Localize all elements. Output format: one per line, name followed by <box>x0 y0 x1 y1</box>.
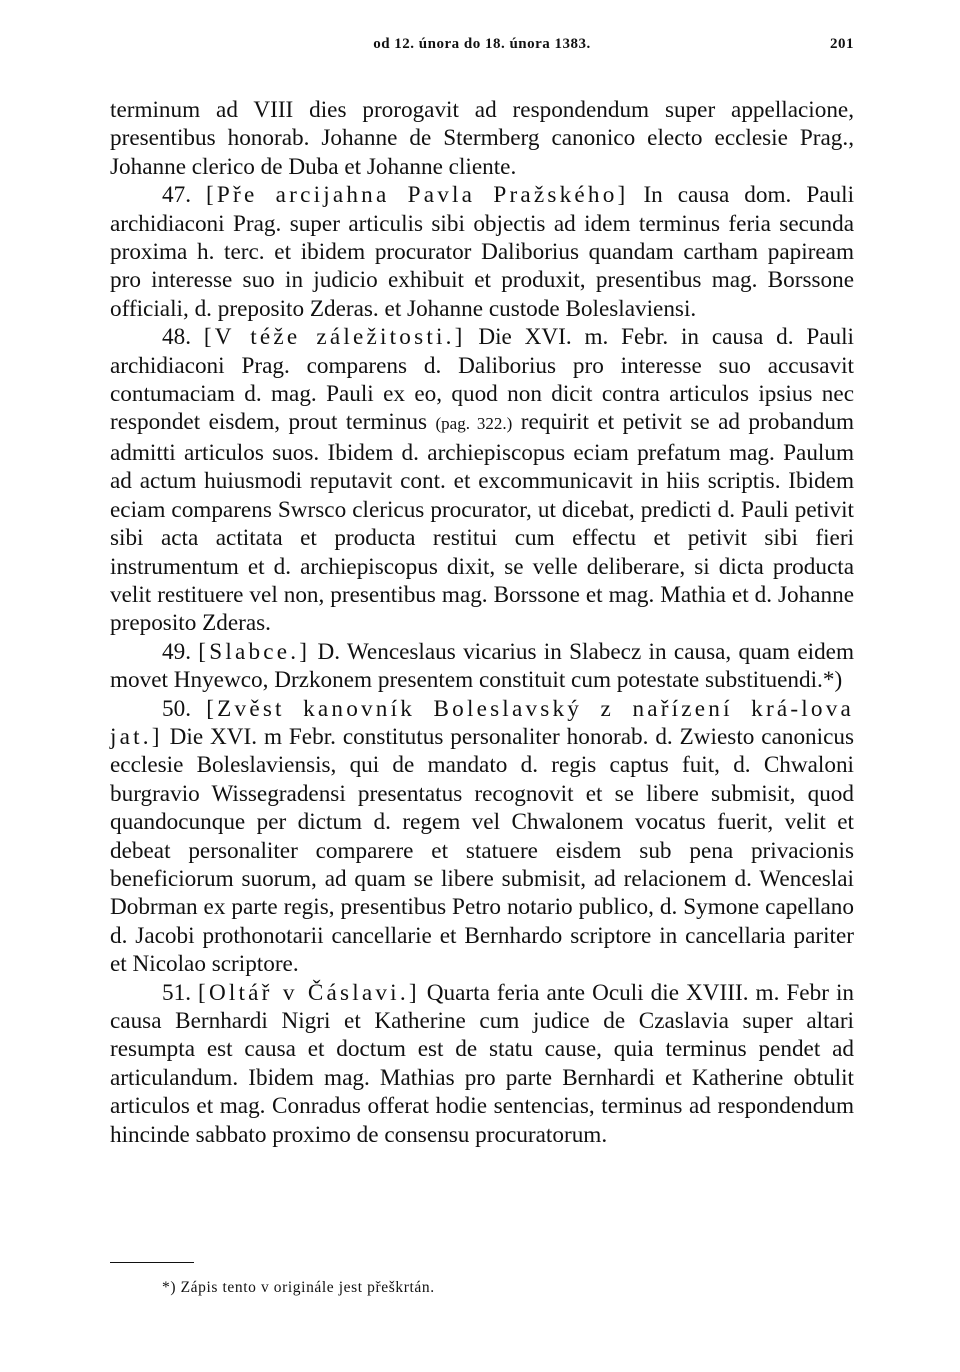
entry-number: 50. <box>162 695 191 722</box>
entry-text: In causa dom. Pauli archidiaconi Prag. super articulis sibi objectis ad idem terminus feria secunda proxima h. terc. et ibidem procurator Daliborius quandam cartham papiream pro interesse suo in judicio exhibuit et produxit, presentibus mag. Borssone officiali, d. preposito Zderas. et Johanne custode Boleslaviensi. <box>110 182 855 322</box>
running-head <box>110 36 854 62</box>
entry-text: D. Wenceslaus vicarius in Slabecz in causa, quam eidem movet Hnyewco, Drzkonem presentem constituit cum potestate substituendi.*) <box>110 638 854 694</box>
entry-51 <box>110 979 854 1149</box>
page-number: 201 <box>830 36 854 52</box>
entry-48 <box>110 323 854 637</box>
footnote: *) Zápis tento v originále jest přeškrtán. <box>162 1279 435 1296</box>
page-reference: (pag. 322.) <box>435 414 513 434</box>
entry-50 <box>110 695 854 979</box>
entry-number: 47. <box>162 182 191 209</box>
paragraph-text: terminum ad VIII dies prorogavit ad respondendum super appellacione, presentibus honorab. Johanne de Stermberg canonico electo ecclesie Prag., Johanne clerico de Duba et Johanne cliente. <box>110 97 854 180</box>
entry-heading: [V téže záležitosti.] <box>203 324 466 351</box>
entry-text: Die XVI. m. Febr. in causa d. Pauli archidiaconi Prag. comparens d. Daliborius pro interesse suo accusavit contumaciam d. mag. Pauli ex eo, quod non dicit contra articulos ipsius nec respondet eisdem, prout terminus <box>110 324 855 436</box>
body-text <box>110 96 854 1149</box>
entry-number: 49. <box>162 638 191 665</box>
entry-number: 48. <box>162 324 191 351</box>
entry-heading: [Slabce.] <box>198 638 311 665</box>
paragraph-continuation <box>110 96 854 181</box>
entry-49 <box>110 638 854 695</box>
entry-number: 51. <box>162 979 191 1006</box>
entry-text: Quarta feria ante Oculi die XVIII. m. Febr in causa Bernhardi Nigri et Katherine cum judice de Czaslavia super altari resumpta est causa et doctum est de statu cause, quia terminus pendet ad articulandum. Ibidem mag. Mathias pro parte Bernhardi et Katherine obtulit articulos et mag. Conradus offerat hodie sentencias, terminus ad respondendum hincinde sabbato proximo de consensu procuratorum. <box>110 979 854 1148</box>
entry-47 <box>110 181 854 323</box>
entry-text: Die XVI. m Febr. constitutus personaliter honorab. d. Zwiesto canonicus ecclesie Boleslaviensis, qui de mandato d. regis captus fuit, d. Chwaloni burgravio Wissegradensi presentatus recognovit et se libere submisit, quod quandocunque per dictum d. regem vel Chwalonem vocatus fuerit, velit et debeat personaliter comparere et statuere eisdem sub pena privacionis beneficiorum suorum, ad quam se libere submisit, ad relacionem d. Wenceslai Dobrman ex parte regis, presentibus Petro notario publico, d. Symone capellano d. Jacobi prothonotarii cancellarie et Bernhardo scriptore in cancellaria pariter et Nicolao scriptore. <box>110 723 854 978</box>
entry-heading: [Pře arcijahna Pavla Pražského] <box>206 182 629 209</box>
entry-text: requirit et petivit se ad probandum admitti articulos suos. Ibidem d. archiepiscopus eciam prefatum mag. Paulum ad actum huiusmodi reputavit cont. et excommunicavit in hiis scriptis. Ibidem eciam comparens Swrsco clericus procurator, ut dicebat, predicti d. Pauli petivit sibi acta actitata et producta restitui cum effectu et petivit sibi fieri instrumentum et d. archiepiscopus dixit, se velle deliberare, si dicta producta velit restituere vel non, presentibus mag. Borssone et mag. Mathia et d. Johanne preposito Zderas. <box>110 409 855 637</box>
page <box>110 36 854 1149</box>
running-head-title: od 12. února do 18. února 1383. <box>373 36 591 52</box>
entry-heading: [Oltář v Čáslavi.] <box>198 979 420 1006</box>
entry-heading: [Zvěst kanovník Boleslavský z nařízení krá-lova jat.] <box>110 695 855 750</box>
footnote-divider <box>110 1262 194 1263</box>
